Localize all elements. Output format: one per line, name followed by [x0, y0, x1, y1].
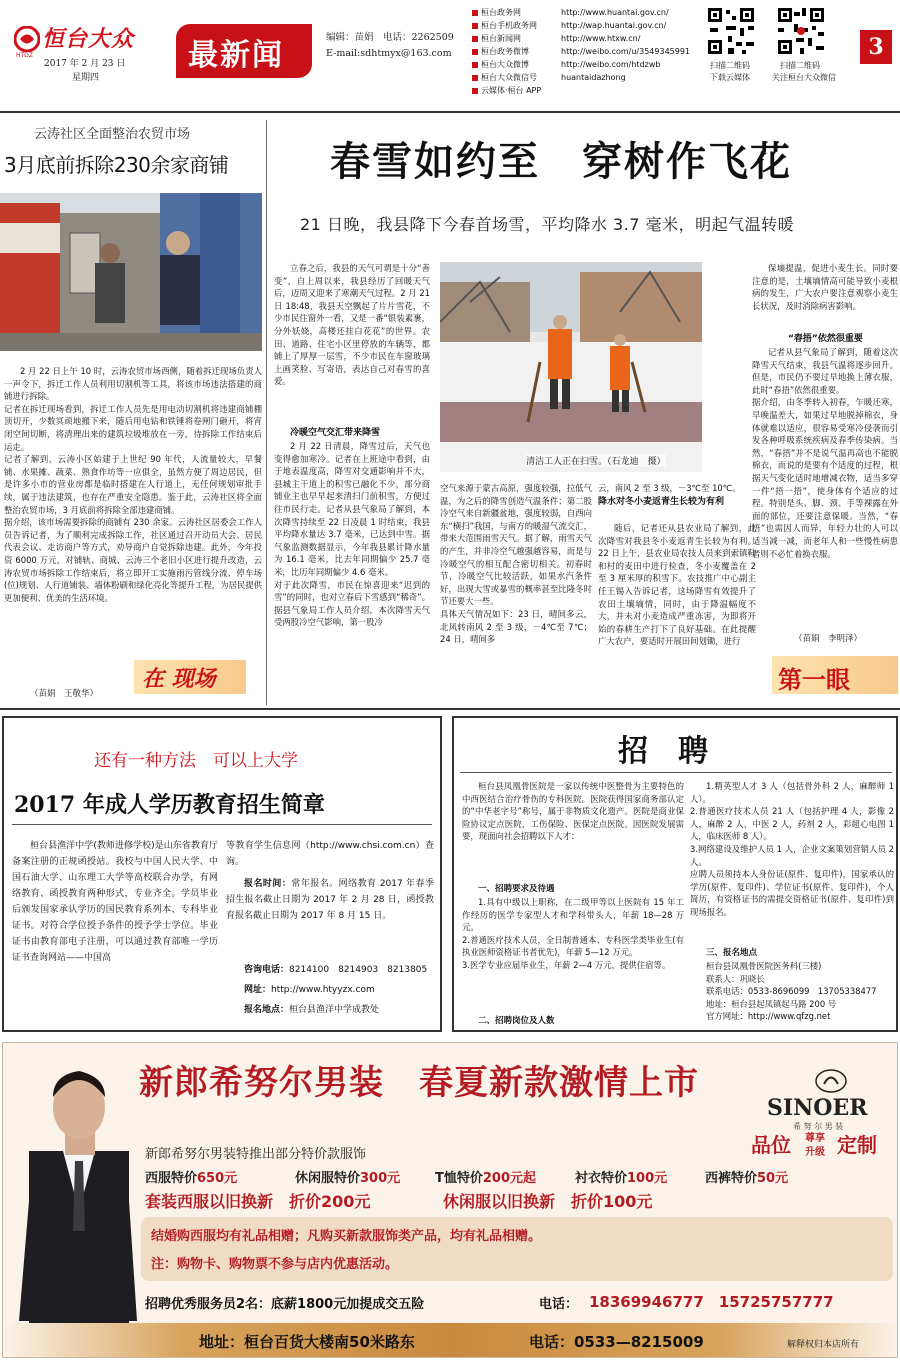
online-link-name: 桓台大众微信号 [481, 73, 537, 82]
education-ad-col2: 等教育学生信息网（http://www.chsi.com.cn）查询。 [226, 841, 434, 867]
page-number-box [860, 30, 892, 64]
main-col-1-subhead: 冷暖空气交汇带来降雪 [290, 428, 381, 438]
education-ad-web-link[interactable]: http://www.htyyzx.com [271, 985, 375, 995]
hiring-ad-section-1: 一、招聘要求及待遇 [478, 884, 555, 894]
education-ad-time-label: 报名时间： [244, 879, 292, 889]
tag-first-look [772, 656, 898, 694]
price-label: 西裤特价 [705, 1171, 758, 1186]
qr-code-app[interactable] [706, 6, 756, 56]
education-ad-addr-text: 桓台县渔洋中学成教处 [289, 1005, 380, 1015]
left-story-headline: 3月底前拆除230余家商铺 [4, 153, 229, 177]
square-bullet-icon [472, 62, 478, 68]
online-link-url[interactable]: huantaidazhong [561, 73, 626, 82]
price-item [435, 1167, 536, 1186]
square-bullet-icon [472, 75, 478, 81]
online-link-name: 桓台手机政务网 [481, 21, 537, 30]
main-col-4-b: 记者从县气象局了解到，随着这次降雪天气结束，我县气温将逐步回升。但是，市民仍不要过早地换上薄衣服，此时“春捂”依然很重要。 据介绍，由冬季转入初春，乍暖还寒，早晚温差大，如果过早地脱掉棉衣，身体就难以适应，很容易受寒冷侵袭而引发各种呼吸系统疾病及春季传染病。当然，“春捂”并不是说气温再高也不能脱棉衣，而说的是要有个适度的过程，根据天气变化适时地增减衣物，适当多穿一件“捂一捂”，使身体有个适应的过程。特别是头、脚、颈、手等裸露在外面的部位，还要注意保暖。当然，“春捂”也需因人而异，年轻力壮的人可以适当减一减，而老年人和一些慢性病患者则不必忙着换衣服。 [752, 347, 898, 559]
main-col-3-subhead: 降水对冬小麦返青生长较为有利 [598, 497, 725, 507]
address-bar [3, 1323, 898, 1358]
main-col-1-b: 2 月 22 日清晨，降雪过后，天气也变得愈加寒冷。记者在上班途中看到，由于地表温度高，降雪对交通影响并不大，县城主干道上的积雪已融化不少，部分商铺业主也早早起来清扫门前积雪，方便过往市民行走。记者从县气象局了解到，本次降雪持续至 22 日凌晨 1 时结束，我县平均降水量达 3.7 毫米，已达到中雪。据气象监测数据显示，今年我县累计降水量为 16.1 毫米，比去年同期偏少 25.7 毫米，比历年同期偏少 4.6 毫米。 对于此次降雪，市民在惊喜迎来“迟到的雪”的同时，也对立春后下雪感到“稀奇”。据县气象局工作人员介绍，本次降雪天气受两股冷空气影响，第一股冷 [274, 441, 430, 628]
slogan-quality: 品位 [751, 1133, 791, 1157]
online-link-row[interactable] [472, 32, 702, 45]
main-story-byline: （苗娟 李明泽） [794, 634, 863, 644]
left-story-divider [266, 120, 267, 705]
demolition-scene-image [0, 193, 262, 351]
online-link-row[interactable] [472, 45, 702, 58]
hiring-line: 招聘优秀服务员2名：底薪1800元加提成交五险 [145, 1297, 425, 1312]
qr-code-wechat[interactable] [776, 6, 826, 56]
education-ad-time-text: 常年报名。网络教育 2017 年春季招生报名截止日期为 2017 年 2 月 28 日，函授教育报名截止日期为 2017 年 8 月 15 日。 [226, 879, 434, 921]
suit-ad [2, 1042, 898, 1358]
tag-onsite [134, 660, 246, 694]
online-link-row[interactable] [472, 84, 702, 97]
price-value: 650元 [197, 1171, 238, 1186]
online-link-name: 桓台政务网 [481, 8, 521, 17]
hiring-ad-contact: 桓台县凤凰骨医院医务科(三楼) 联系人：巩晓长 联系电话：0533-8696099 13705338477 地址：桓台县起凤镇起马路 200 号 官方网址：http://www.qfzg.net [706, 961, 877, 1022]
newspaper-brand: 恒台大众 [42, 26, 135, 52]
online-link-row[interactable] [472, 58, 702, 71]
price-value: 100元 [627, 1171, 668, 1186]
left-story [0, 113, 266, 713]
online-link-name: 桓台大众微博 [481, 60, 529, 69]
editor-line: 编辑：苗娟 电话：2262509 [326, 32, 454, 43]
suit-price-list [145, 1167, 885, 1187]
price-label: 西服特价 [145, 1171, 198, 1186]
trade-in-casual: 休闲服以旧换新 折价100元 [443, 1192, 653, 1211]
main-story-headline: 春雪如约至 穿树作飞花 [330, 138, 792, 185]
hiring-ad-positions: 1.精英型人才 3 人（包括骨外科 2 人，麻醉师 1 人）。 2.普通医疗技术人员 21 人（包括护理 4 人，影像 2 人，麻醉 2 人，中医 2 人，药剂 2 人，彩超心电图 1 人，临床医师 8 人）。 3.网络建设及维护人员 1 人，企业文案策划营销人员 2 人。 应聘人员须持本人身份证(原件、复印件)，国家承认的学历(原件、复印件)、学位证书(原件、复印件)，个人简历，有资格证书的需提交资格证书(原件、复印件)到现场报名。 [690, 781, 894, 917]
snow-sweeping-image [440, 262, 702, 472]
online-link-url[interactable]: http://www.htxw.cn/ [561, 34, 641, 43]
price-item [705, 1167, 788, 1186]
slogan-premium: 尊享 [805, 1133, 825, 1144]
price-label: T恤特价 [435, 1171, 483, 1186]
main-col-2: 空气来源于蒙古高原，强度较强，拉低气温，为之后的降雪创造气温条件；第二股冷空气来自新疆盆地，强度较弱，自西向东“横扫”我国，与南方的暖湿气流交汇，带来大范围雨雪天气。据了解，雨雪天气的产生，并非冷空气越强越容易，而是与冷暖空气的相互配合密切相关。初春时节，冷暖空气比较活跃，如果水汽条件好，出现大雪或暴雪的概率甚至比隆冬时节还要大一些。 具体天气情况如下：23 日，晴间多云，北风转南风 2 至 3 级，－4℃至 7℃；24 日，晴间多 [440, 483, 592, 645]
education-ad-phone-number: 8214100 8214903 8213805 [289, 965, 428, 975]
editor-email: E-mail:sdhtmyx@163.com [326, 48, 452, 59]
online-link-url[interactable]: http://wap.huantai.gov.cn/ [561, 21, 667, 30]
main-col-4-a: 保墒提温，促进小麦生长。同时要注意的是，土壤墒情高可能导致小麦根病的发生，广大农户要注意观察小麦生长状况，及时消除病害影响。 [752, 263, 898, 311]
sinoer-brand-cn: 希 努 尔 男 装 [793, 1122, 844, 1131]
snow-photo-caption: 清洁工人正在扫雪。（石龙迪 摄） [526, 454, 666, 467]
sinoer-brand: SINOER [767, 1095, 868, 1121]
square-bullet-icon [472, 36, 478, 42]
education-ad-web-label: 网址： [244, 985, 272, 995]
tag-onsite-label: 在 现场 [142, 666, 216, 692]
male-model-image [11, 1061, 141, 1357]
rights-note: 解释权归本店所有 [787, 1340, 860, 1350]
online-link-row[interactable] [472, 19, 702, 32]
snow-photo [440, 262, 702, 472]
price-label: 衬衣特价 [575, 1171, 628, 1186]
main-col-3-b: 随后，记者还从县农业局了解到，此次降雪对我县冬小麦返青生长较为有利。22 日上午，县农业局农技人员来到索镇鞋和村的麦田中进行检查，冬小麦覆盖在 2 至 3 厘米厚的积雪下。农技推广中心副主任王锡入告诉记者，这场降雪有效提升了农田土壤墒情，同时，由于降温幅度不大，并未对小麦造成严重冻害，为即将开始的春耕生产打下了良好基础。在此提醒广大农户，要适时开展田间划锄，进行 [598, 523, 756, 647]
online-links [472, 6, 702, 97]
tag-first-look-label: 第一眼 [778, 665, 850, 694]
education-ad-kicker: 还有一种方法 可以上大学 [94, 751, 298, 771]
hiring-phones: 18369946777 15725757777 [589, 1293, 834, 1311]
suit-ad-intro: 新郎希努尔男装特推出部分特价款服饰 [145, 1147, 367, 1162]
demolition-photo [0, 193, 262, 351]
hiring-ad-intro: 桓台县凤凰骨医院是一家以传统中医整骨为主要特色的中西医结合治疗骨伤的专科医院。医院获得国家商务部认定的“中华老字号”称号，属于非物质文化遗产。医院是商业保险协议定点医院，工伤保险、医保定点医院。因医院发展需要，现面向社会招聘以下人才： [462, 781, 684, 842]
hiring-ad-section-2: 二、招聘岗位及人数 [478, 1016, 555, 1026]
price-value: 200元起 [482, 1171, 537, 1186]
left-story-byline: （苗娟 王敬华） [30, 689, 99, 699]
main-col-3-a: 云，南风 2 至 3 级，－3℃至 10℃。 [598, 483, 741, 493]
issue-weekday: 星期四 [72, 73, 100, 83]
left-story-kicker: 云涛社区全面整治农贸市场 [34, 127, 191, 142]
online-link-name: 桓台新闻网 [481, 34, 521, 43]
qr-caption-app-2: 下载云媒体 [710, 73, 750, 82]
education-ad-col1: 桓台县渔洋中学(教师进修学校)是山东省教育厅备案注册的正规函授站。我校与中国人民大学、中国石油大学、山东理工大学等高校联合办学，有网络教育、函授教育两种形式，专业齐全。学员毕业后颁发国家承认学历的国民教育系列本、专科毕业证书。对符合学位授予条件的授予学士学位。毕业证书由教育部电子注册，可以通过教育部唯一学历证书查询网站——中国高 [12, 841, 218, 963]
square-bullet-icon [472, 88, 478, 94]
online-link-name: 云媒体·桓台 APP [481, 86, 542, 95]
store-address: 地址：桓台百货大楼南50米路东 [199, 1333, 415, 1351]
left-story-body: 2 月 22 日上午 10 时，云涛农贸市场西侧，随着拆迁现场负责人一声令下，拆迁工作人员利用切割机等工具，将该市场违法搭建的商铺进行拆除。 记者在拆迁现场看到，拆迁工作人员先是用电动切割机将违建商铺棚顶切开，少数冥顽地搬下来，随后用电钻和铁锤将卷闸门砸开，将宵闭空间切断，将清理出来的建筑垃圾堆放在一旁，待拆除工作结束后运走。 记者了解到，云涛小区始建于上世纪 90 年代，人流量较大，早餐铺、水果摊、蔬菜、熟食作坊等一应俱全，虽然方便了周边居民，但是许多小市的营业房都是临时搭建在人行道上，无任何规划审批手续，属于违法建筑，也存在严重安全隐患。鉴于此，云涛社区将全面整治农贸市场，3 月底前将拆除全部违建商铺。 据介绍，该市场需要拆除的商铺有 230 余家。云涛社区居委会工作人员告诉记者，为了顺利完成拆除工作，社区通过召开动员大会、居民代表会议、走访商户等方式，劝导商户自觉拆除违建。此外，今年投资 6000 万元，对铺轨、商城、云涛三个老旧小区进行提升改造，云涛农贸市场拆除工作结束后，将立即开工实施雨污管线分流、停车场(位)规划、人行道铺装、墙体粉刷和绿化亮化等提升工程，为居民提供更加便利、优美的生活环境。 [4, 366, 262, 603]
qr-code-icon [706, 6, 756, 56]
qr-caption-app-1: 扫描二维码 [710, 61, 750, 70]
hiring-ad-requirements: 1.具有中级以上职称，在二级甲等以上医院有 15 年工作经历的医学专家型人才和学科带头人，年薪 18—28 万元。 2.普通医疗技术人员，全日制普通本、专科医学类毕业生(有执业医师资格证书者优先)，年薪 5—12 万元。 3.医学专业应届毕业生，年薪 2—4 万元，提供住宿等。 [462, 897, 684, 970]
price-item [145, 1167, 237, 1186]
hiring-phone-label: 电话： [539, 1297, 579, 1312]
main-col-1-a: 立春之后，我县的天气可谓是十分“善变”，自上周以来，我县经历了回暖天气后，迈周又迎来了寒潮天气过程。2 月 21 日 18:48，我县天空飘起了片片雪花，不少市民住窗外一看，又是一番“银装素裹，分外妖娆，高楼还挂白花花”的世界。农田、道路、住宅小区里停放的车辆等，都铺上了厚厚一层雪，不少市民在车窗玻璃上画笑脸、写寄语，表达自己对春雪的喜爱。 [274, 263, 430, 387]
education-ad-web [244, 982, 444, 998]
price-value: 50元 [757, 1171, 789, 1186]
online-link-url[interactable]: http://www.huantai.gov.cn/ [561, 8, 669, 17]
slogan-custom: 定制 [837, 1133, 877, 1157]
education-ad-time [226, 876, 434, 956]
hiring-ad [452, 716, 898, 1032]
online-link-url[interactable]: http://weibo.com/u/3549345991 [561, 47, 691, 56]
qr-code-icon [776, 6, 826, 56]
online-link-row[interactable] [472, 6, 702, 19]
newspaper-logo-icon [14, 26, 40, 52]
education-ad-addr-label: 报名地点： [244, 1005, 290, 1015]
online-link-row[interactable] [472, 71, 702, 84]
masthead [0, 0, 900, 113]
sinoer-logo-icon [815, 1069, 847, 1093]
hiring-ad-section-3: 三、报名地点 [706, 948, 758, 958]
hiring-ad-rule [460, 772, 892, 773]
education-ad-rule [12, 824, 432, 825]
education-ad-phone-label: 咨询电话： [244, 965, 290, 975]
story-bottom-rule [0, 708, 900, 710]
online-link-url[interactable]: http://weibo.com/htdzwb [561, 60, 661, 69]
main-story-subhead: 21 日晚，我县降下今春首场雪，平均降水 3.7 毫米，明起气温转暖 [300, 215, 795, 234]
section-banner [176, 24, 312, 78]
price-label: 休闲服特价 [295, 1171, 361, 1186]
square-bullet-icon [472, 23, 478, 29]
main-col-4-subhead: “春捂”依然很重要 [788, 334, 863, 344]
education-ad [2, 716, 442, 1032]
gift-box [141, 1217, 893, 1281]
price-item [295, 1167, 400, 1186]
square-bullet-icon [472, 49, 478, 55]
online-link-name: 桓台政务微博 [481, 47, 529, 56]
section-title: 最新闻 [188, 38, 284, 73]
trade-in-suit: 套装西服以旧换新 折价200元 [145, 1192, 371, 1211]
slogan-upgrade: 升级 [805, 1147, 825, 1158]
education-ad-headline: 2017 年成人学历教育招生简章 [14, 792, 325, 818]
store-phone: 电话：0533—8215009 [529, 1333, 704, 1351]
issue-date: 2017 年 2 月 23 日 [44, 59, 126, 69]
education-ad-addr [244, 1002, 444, 1018]
qr-caption-wechat-2: 关注桓台大众微信 [772, 73, 836, 82]
gift-note: 注：购物卡、购物票不参与店内优惠活动。 [151, 1257, 399, 1272]
education-ad-phone [244, 962, 444, 978]
price-value: 300元 [360, 1171, 401, 1186]
hiring-ad-headline: 招 聘 [618, 734, 708, 769]
brand-abbrev: HTDZ [16, 52, 33, 59]
page-number: 3 [868, 34, 884, 60]
gift-text: 结婚购西服均有礼品相赠；凡购买新款服饰类产品，均有礼品相赠。 [151, 1229, 542, 1244]
qr-caption-wechat-1: 扫描二维码 [780, 61, 820, 70]
price-item [575, 1167, 667, 1186]
suit-ad-headline: 新郎希努尔男装 春夏新款激情上市 [139, 1063, 699, 1103]
square-bullet-icon [472, 10, 478, 16]
